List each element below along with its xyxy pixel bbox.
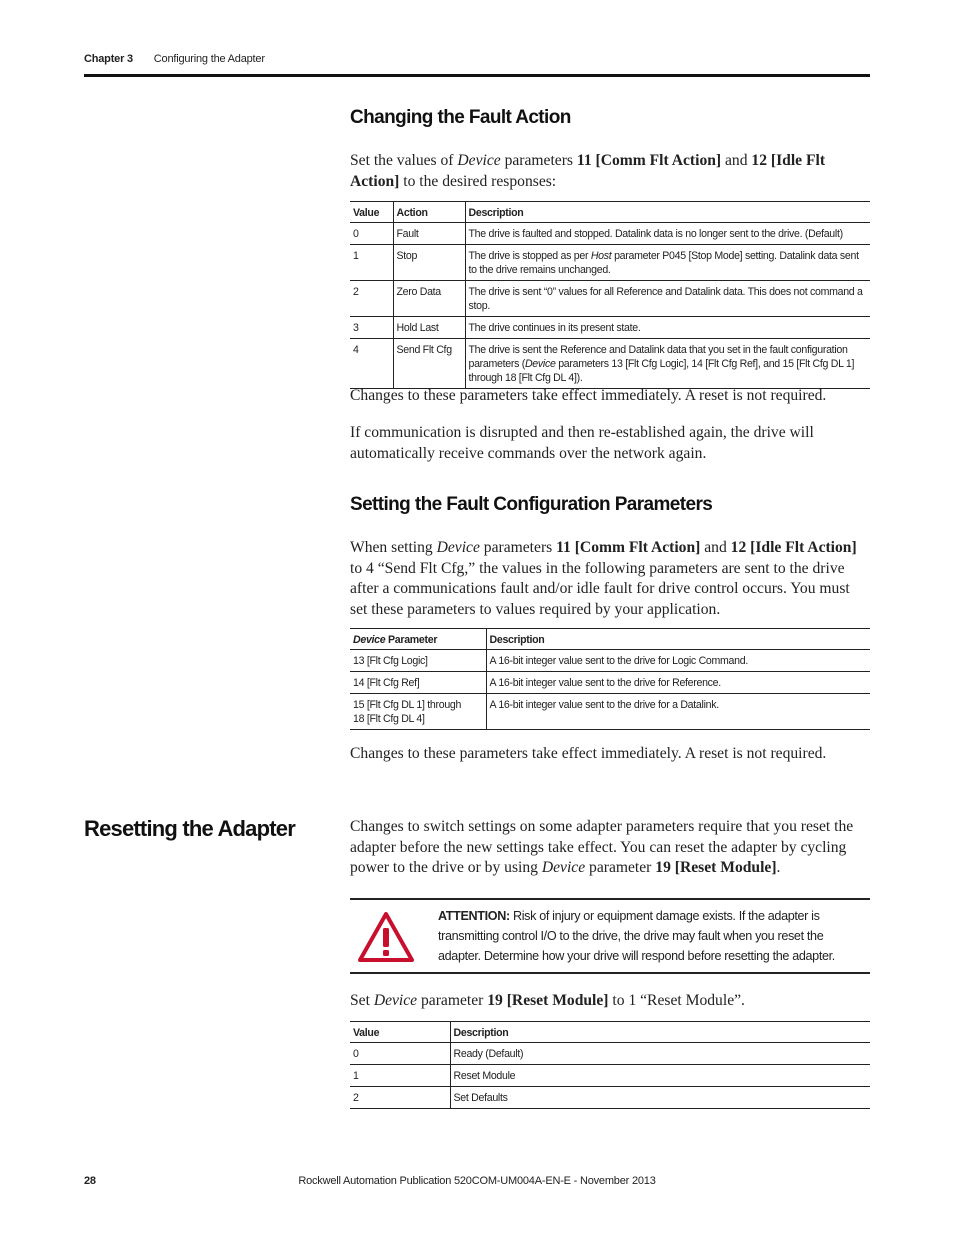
table-row xyxy=(350,317,870,339)
heading-fault-configuration: Setting the Fault Configuration Parameters xyxy=(350,494,713,515)
cell-value: 2 xyxy=(350,281,393,317)
cell-action: Send Flt Cfg xyxy=(393,339,465,389)
table-row xyxy=(350,650,870,672)
cell-value: 1 xyxy=(350,1065,450,1087)
cell-parameter: 14 [Flt Cfg Ref] xyxy=(350,672,486,694)
running-header xyxy=(84,53,265,65)
cell-parameter: 15 [Flt Cfg DL 1] through 18 [Flt Cfg DL 4] xyxy=(350,694,486,730)
cell-description: The drive is stopped as per Host parameter P045 [Stop Mode] setting. Datalink data sent to the drive remains unchanged. xyxy=(465,245,870,281)
fault-action-communication-note: If communication is disrupted and then re-established again, the drive will automatically receive commands over the network again. xyxy=(350,424,814,462)
attention-box xyxy=(350,898,870,974)
table-header-row xyxy=(350,1022,870,1043)
table-row xyxy=(350,245,870,281)
table-row xyxy=(350,223,870,245)
chapter-label: Chapter 3 xyxy=(84,53,133,65)
fault-action-intro: Set the values of Device parameters 11 [Comm Flt Action] and 12 [Idle Flt Action] to the desired responses: xyxy=(350,152,826,190)
table-row xyxy=(350,694,870,730)
heading-resetting-adapter: Resetting the Adapter xyxy=(84,816,295,841)
fault-config-note: Changes to these parameters take effect immediately. A reset is not required. xyxy=(350,745,827,762)
cell-value: 0 xyxy=(350,223,393,245)
cell-description: A 16-bit integer value sent to the drive for a Datalink. xyxy=(486,694,870,730)
cell-description: A 16-bit integer value sent to the drive for Logic Command. xyxy=(486,650,870,672)
table-row xyxy=(350,1087,870,1109)
cell-description: Ready (Default) xyxy=(450,1043,870,1065)
cell-description: Set Defaults xyxy=(450,1087,870,1109)
fault-config-intro: When setting Device parameters 11 [Comm Flt Action] and 12 [Idle Flt Action] to 4 “Send Flt Cfg,” the values in the following parameters are sent to the drive after a communications fault and/or idle fault for drive control occurs. You must set these parameters to values required by your application. xyxy=(350,539,857,618)
col-header-description: Description xyxy=(486,629,870,650)
cell-value: 1 xyxy=(350,245,393,281)
attention-text: ATTENTION: Risk of injury or equipment damage exists. If the adapter is transmitting control I/O to the drive, the drive may fault when you reset the adapter. Determine how your drive will respond before resetting the adapter. xyxy=(438,909,835,963)
page-number: 28 xyxy=(84,1175,96,1187)
col-header-description: Description xyxy=(465,202,870,223)
attention-label: ATTENTION: xyxy=(438,909,510,923)
cell-action: Hold Last xyxy=(393,317,465,339)
col-header-description: Description xyxy=(450,1022,870,1043)
cell-value: 3 xyxy=(350,317,393,339)
warning-triangle-icon xyxy=(358,912,414,962)
heading-changing-fault-action: Changing the Fault Action xyxy=(350,107,571,128)
cell-description: The drive continues in its present state. xyxy=(465,317,870,339)
col-header-device-parameter: Device Parameter xyxy=(350,629,486,650)
table-row xyxy=(350,339,870,389)
cell-description: A 16-bit integer value sent to the drive for Reference. xyxy=(486,672,870,694)
chapter-title: Configuring the Adapter xyxy=(153,53,265,65)
table-row xyxy=(350,1065,870,1087)
reset-intro: Changes to switch settings on some adapter parameters require that you reset the adapter before the new settings take effect. You can reset the adapter by cycling power to the drive or by using Device parameter 19 [Reset Module]. xyxy=(350,818,854,876)
col-header-value: Value xyxy=(350,1022,450,1043)
cell-value: 0 xyxy=(350,1043,450,1065)
col-header-action: Action xyxy=(393,202,465,223)
fault-config-table xyxy=(350,628,870,730)
table-row xyxy=(350,281,870,317)
publication-footer: Rockwell Automation Publication 520COM-UM004A-EN-E - November 2013 xyxy=(298,1175,656,1187)
cell-description: The drive is sent the Reference and Datalink data that you set in the fault configuration parameters (Device parameters 13 [Flt Cfg Logic], 14 [Flt Cfg Ref], and 15 [Flt Cfg DL 1] through 18 [Flt Cfg DL 4]). xyxy=(465,339,870,389)
cell-description: Reset Module xyxy=(450,1065,870,1087)
fault-action-note: Changes to these parameters take effect immediately. A reset is not required. xyxy=(350,387,827,404)
cell-value: 4 xyxy=(350,339,393,389)
cell-parameter: 13 [Flt Cfg Logic] xyxy=(350,650,486,672)
table-header-row xyxy=(350,202,870,223)
col-header-value: Value xyxy=(350,202,393,223)
header-rule xyxy=(84,74,870,77)
reset-instruction: Set Device parameter 19 [Reset Module] to 1 “Reset Module”. xyxy=(350,992,745,1009)
cell-action: Zero Data xyxy=(393,281,465,317)
fault-action-table xyxy=(350,201,870,389)
cell-value: 2 xyxy=(350,1087,450,1109)
cell-action: Fault xyxy=(393,223,465,245)
table-row xyxy=(350,1043,870,1065)
cell-action: Stop xyxy=(393,245,465,281)
table-row xyxy=(350,672,870,694)
cell-description: The drive is faulted and stopped. Datalink data is no longer sent to the drive. (Default) xyxy=(465,223,870,245)
reset-module-table xyxy=(350,1021,870,1109)
cell-description: The drive is sent “0” values for all Reference and Datalink data. This does not command a stop. xyxy=(465,281,870,317)
table-header-row xyxy=(350,629,870,650)
